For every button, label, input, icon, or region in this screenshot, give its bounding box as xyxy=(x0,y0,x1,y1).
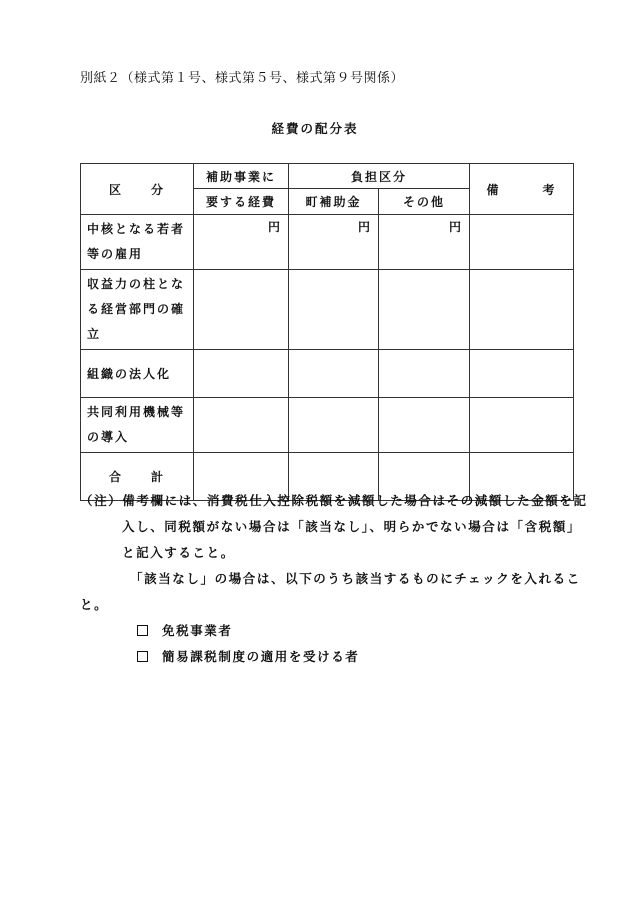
remarks-cell xyxy=(470,215,574,270)
header-total-line1: 補助事業に xyxy=(194,164,289,189)
checkbox-label: 免税事業者 xyxy=(162,623,233,638)
row-label-line: 共同利用機械等 xyxy=(87,405,186,419)
table-row xyxy=(81,270,574,350)
row-label-line: る経営部門の確 xyxy=(87,302,186,316)
table-row xyxy=(81,398,574,453)
note-line: 「該当なし」の場合は、以下のうち該当するものにチェックを入れるこ xyxy=(130,571,581,586)
header-total-line2: 要する経費 xyxy=(194,189,289,215)
header-town-subsidy: 町補助金 xyxy=(289,189,379,215)
row-label xyxy=(81,215,194,270)
empty-cell xyxy=(289,398,379,453)
empty-cell xyxy=(194,398,289,453)
table-row xyxy=(81,350,574,398)
header-burden: 負担区分 xyxy=(289,164,470,189)
note-line: 入し、同税額がない場合は「該当なし」、明らかでない場合は「含税額」 xyxy=(122,519,582,534)
unit-label: 円 xyxy=(194,215,289,270)
checkbox-icon[interactable] xyxy=(137,625,148,636)
form-reference-note: 別紙２（様式第１号、様式第５号、様式第９号関係） xyxy=(80,71,405,86)
header-remarks: 備 考 xyxy=(470,164,574,215)
empty-cell xyxy=(379,270,470,350)
expense-allocation-table xyxy=(80,163,574,501)
checkbox-tax-exempt[interactable] xyxy=(80,618,580,644)
empty-cell xyxy=(379,350,470,398)
checkbox-label: 簡易課税制度の適用を受ける者 xyxy=(162,649,360,664)
row-label-line: 立 xyxy=(87,327,102,341)
note-line: と。 xyxy=(80,597,109,612)
empty-cell xyxy=(289,270,379,350)
remarks-cell xyxy=(470,398,574,453)
total-label: 合 計 xyxy=(81,453,194,501)
row-label xyxy=(81,270,194,350)
empty-cell xyxy=(379,398,470,453)
document-title: 経費の配分表 xyxy=(271,121,359,136)
header-category: 区 分 xyxy=(81,164,194,215)
row-label-line: 中核となる若者 xyxy=(87,222,186,236)
empty-cell xyxy=(194,270,289,350)
checkbox-icon[interactable] xyxy=(137,651,148,662)
row-label-line: の導入 xyxy=(87,430,130,444)
remarks-cell xyxy=(470,270,574,350)
remarks-cell xyxy=(470,350,574,398)
header-other: その他 xyxy=(379,189,470,215)
unit-label: 円 xyxy=(379,215,470,270)
note-line: （注）備考欄には、消費税仕入控除税額を減額した場合はその減額した金額を記 xyxy=(80,493,588,508)
row-label-line: 収益力の柱とな xyxy=(87,277,186,291)
empty-cell xyxy=(194,350,289,398)
row-label: 組織の法人化 xyxy=(81,350,194,398)
empty-cell xyxy=(289,350,379,398)
notes-section xyxy=(80,488,588,670)
table-row xyxy=(81,215,574,270)
unit-label: 円 xyxy=(289,215,379,270)
row-label xyxy=(81,398,194,453)
row-label-line: 等の雇用 xyxy=(87,247,144,261)
note-line: と記入すること。 xyxy=(122,545,235,560)
checkbox-simplified-tax[interactable] xyxy=(80,644,580,670)
